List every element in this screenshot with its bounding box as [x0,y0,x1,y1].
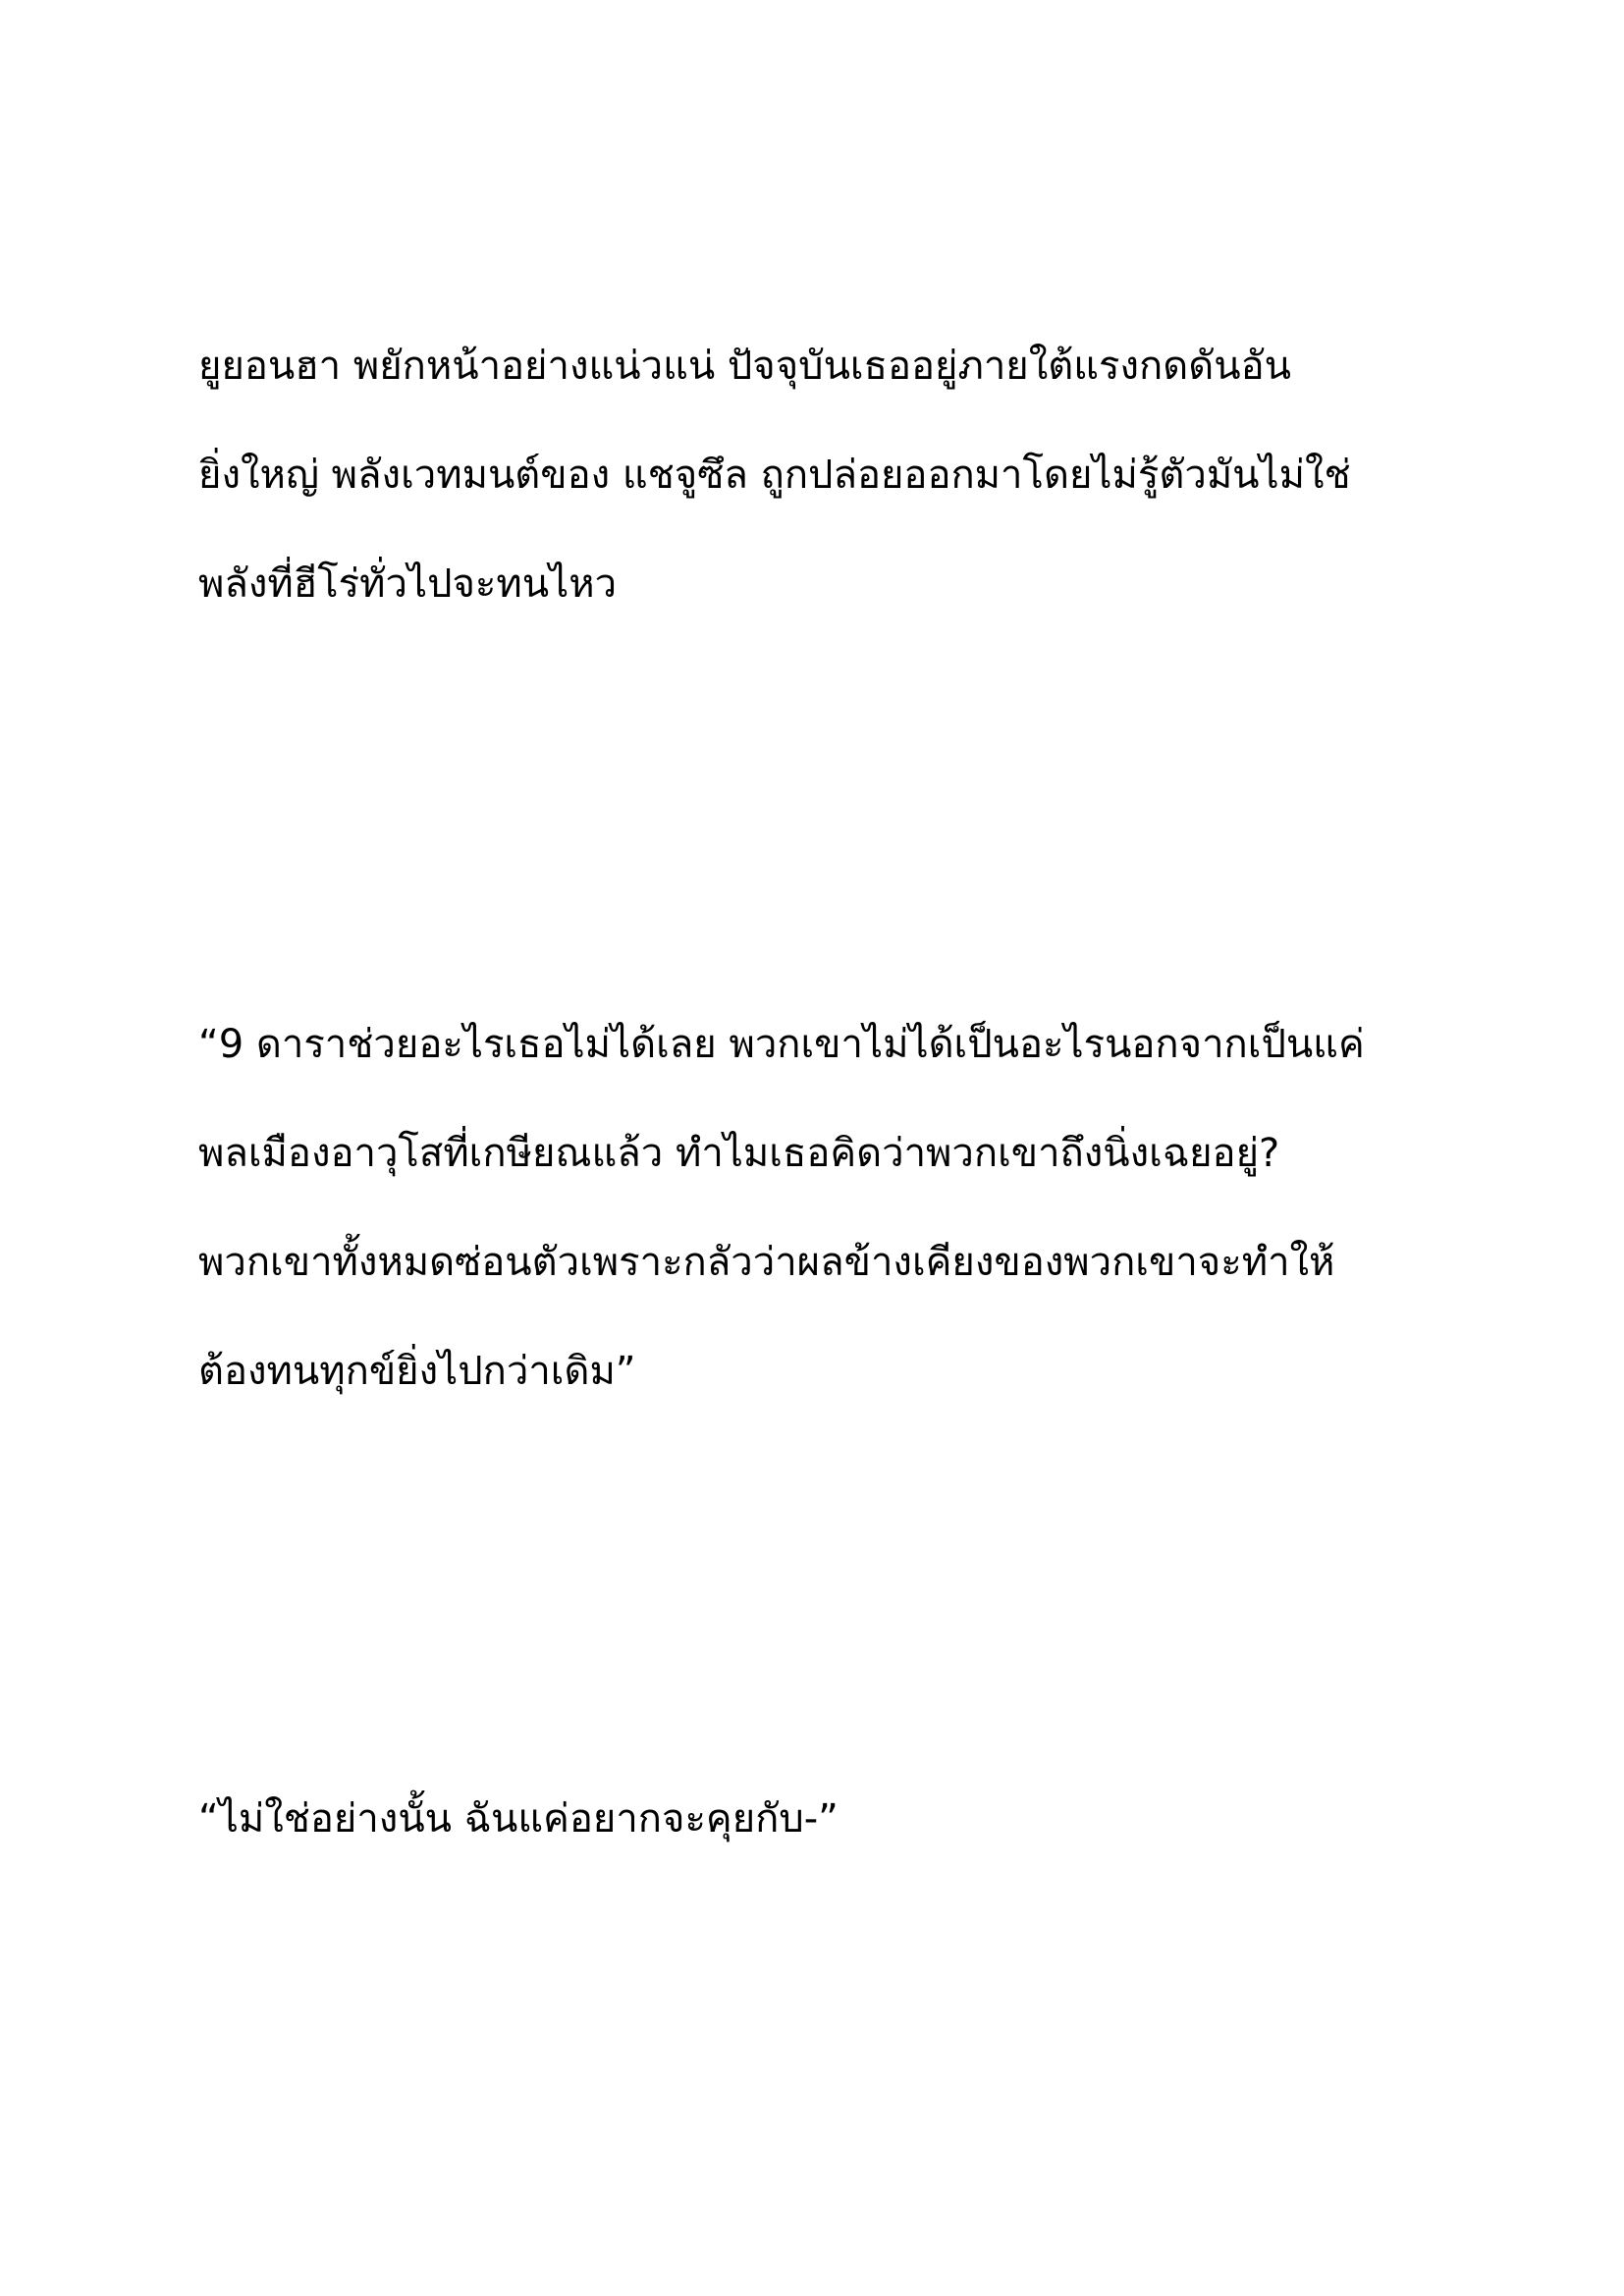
text-line: พลเมืองอาวุโสที่เกษียณแล้ว ทำไมเธอคิดว่าพวกเขาถึงนิ่งเฉยอยู่? [198,1131,1280,1176]
text-line: ต้องทนทุกข์ยิ่งไปกว่าเดิม” [198,1349,636,1394]
dialogue-paragraph [198,990,1475,1426]
text-line: ยูยอนฮา พยักหน้าอย่างแน่วแน่ ปัจจุบันเธออยู่ภายใต้แรงกดดันอัน [198,344,1291,389]
dialogue-paragraph [198,1765,1475,1874]
narration-paragraph [198,312,1475,639]
text-line: “9 ดาราช่วยอะไรเธอไม่ได้เลย พวกเขาไม่ได้เป็นอะไรนอกจากเป็นแค่ [198,1022,1365,1067]
text-line: “ไม่ใช่อย่างนั้น ฉันแค่อยากจะคุยกับ-” [198,1796,839,1842]
text-line: พลังที่ฮีโร่ทั่วไปจะทนไหว [198,561,618,607]
text-line: พวกเขาทั้งหมดซ่อนตัวเพราะกลัวว่าผลข้างเคียงของพวกเขาจะทำให้ [198,1240,1335,1285]
text-line: ยิ่งใหญ่ พลังเวทมนต์ของ แชจูซึล ถูกปล่อยออกมาโดยไม่รู้ตัวมันไม่ใช่ [198,453,1351,498]
